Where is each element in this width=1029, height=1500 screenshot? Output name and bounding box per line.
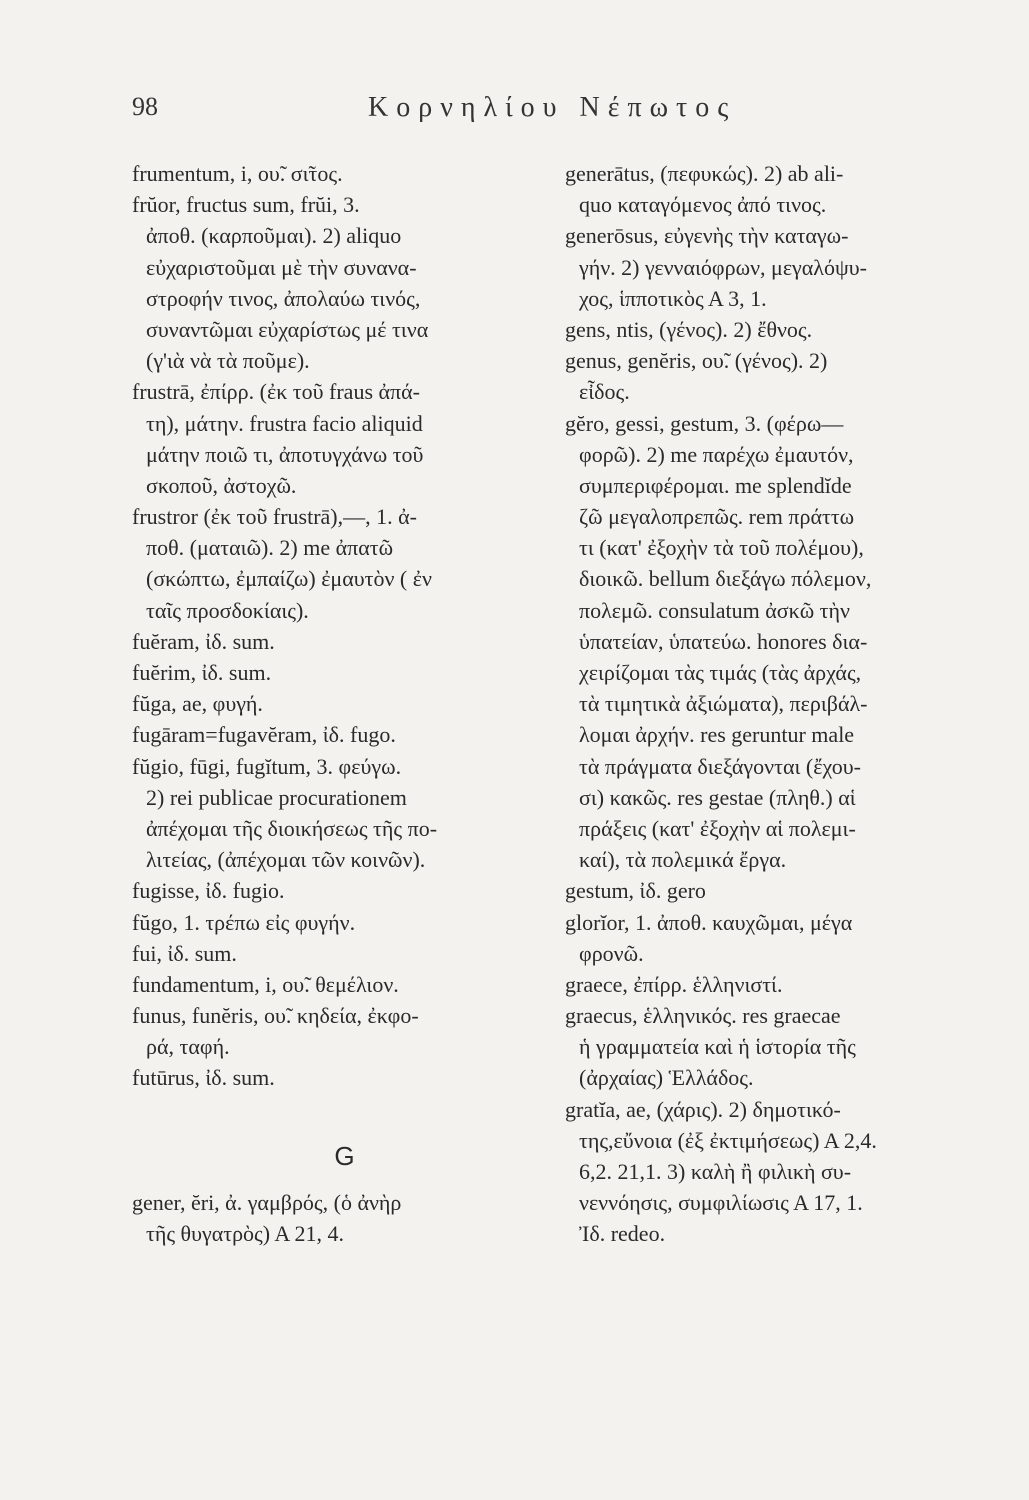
entry-line: λιτείας, (ἀπέχομαι τῶν κοινῶν). xyxy=(146,847,426,873)
entry-line: frumentum, i, ου̃. σι̃τος. xyxy=(132,161,343,186)
entry-line: τὰ πράγματα διεξάγονται (ἔχου- xyxy=(579,753,861,779)
entry-line: gener, ĕri, ἀ. γαμβρός, (ὁ ἀνὴρ xyxy=(132,1189,402,1215)
entry-line: frustrā, ἐπίρρ. (ἐκ τοῦ fraus ἀπά- xyxy=(132,379,420,405)
right-column xyxy=(565,158,995,1250)
entry-line: πολεμῶ. consulatum ἀσκῶ τὴν xyxy=(579,597,850,623)
entry-line: διοικῶ. bellum διεξάγω πόλεμον, xyxy=(579,566,872,592)
entry-line: εἶδος. xyxy=(579,379,630,405)
entry-line: genus, genĕris, ου̃. (γένος). 2) xyxy=(565,348,828,374)
entry-line: (γ'ιὰ νὰ τὰ ποῦμε). xyxy=(146,348,310,374)
entry-line: ταῖς προσδοκίαις). xyxy=(146,597,309,623)
entry-line: futūrus, ἰδ. sum. xyxy=(132,1065,275,1091)
entry-line: τὰ τιμητικὰ ἀξιώματα), περιβάλ- xyxy=(579,691,868,717)
entry-line: 6,2. 21,1. 3) καλὴ ἢ φιλικὴ συ- xyxy=(579,1159,852,1184)
running-title: Κορνηλίου Νέπωτος xyxy=(368,92,737,123)
entry-line: fugisse, ἰδ. fugio. xyxy=(132,878,285,904)
entry-line: φρονῶ. xyxy=(579,940,644,966)
entry-line: ὑπατείαν, ὑπατεύω. honores δια- xyxy=(579,628,868,654)
entry-line: gestum, ἰδ. gero xyxy=(565,878,706,904)
entry-line: ρά, ταφή. xyxy=(146,1034,230,1060)
entry-line: glorĭor, 1. ἀποθ. καυχῶμαι, μέγα xyxy=(565,909,853,935)
entry-line: μάτην ποιῶ τι, ἀποτυγχάνω τοῦ xyxy=(146,441,424,467)
entry-line: (σκώπτω, ἐμπαίζω) ἐμαυτὸν ( ἐν xyxy=(146,566,432,592)
entry-line: quo καταγόμενος ἀπό τινος. xyxy=(579,192,827,218)
entry-line: φορῶ). 2) me παρέχω ἐμαυτόν, xyxy=(579,441,854,467)
entry-line: σι) κακῶς. res gestae (πληθ.) αἱ xyxy=(579,784,856,810)
entry-line: ἀπέχομαι τῆς διοικήσεως τῆς πο- xyxy=(146,815,438,841)
entry-line: χος, ἱπποτικὸς Α 3, 1. xyxy=(579,285,767,311)
entry-line: τη), μάτην. frustra facio aliquid xyxy=(146,410,423,436)
entry-line: χειρίζομαι τὰς τιμάς (τὰς ἀρχάς, xyxy=(579,660,862,685)
entry-line: ποθ. (ματαιῶ). 2) me ἀπατῶ xyxy=(146,535,394,561)
entry-line: (ἀρχαίας) Ἑλλάδος. xyxy=(579,1065,754,1091)
entry-line: συναντῶμαι εὐχαρίστως μέ τινα xyxy=(146,316,429,342)
entry-line: gĕro, gessi, gestum, 3. (φέρω— xyxy=(565,410,844,436)
entry-line: fŭgo, 1. τρέπω εἰς φυγήν. xyxy=(132,909,356,935)
entry-line: καί), τὰ πολεμικά ἔργα. xyxy=(579,847,787,873)
entry-line: frŭor, fructus sum, frŭi, 3. xyxy=(132,192,360,218)
entry-line: fundamentum, i, ου̃. θεμέλιον. xyxy=(132,971,399,997)
entry-line: fŭga, ae, φυγή. xyxy=(132,691,263,717)
entry-line: generōsus, εὐγενὴς τὴν καταγω- xyxy=(565,223,849,249)
entry-line: τι (κατ' ἐξοχὴν τὰ τοῦ πολέμου), xyxy=(579,535,864,561)
entry-line: συμπεριφέρομαι. me splendĭde xyxy=(579,472,852,498)
entry-line: της,εὔνοια (ἐξ ἐκτιμήσεως) Α 2,4. xyxy=(579,1127,877,1153)
entry-line: fugāram=fugavĕram, ἰδ. fugo. xyxy=(132,722,396,748)
entry-line: fŭgio, fūgi, fugĭtum, 3. φεύγω. xyxy=(132,753,402,779)
entry-line: ζῶ μεγαλοπρεπῶς. rem πράττω xyxy=(579,504,855,530)
entry-line: fui, ἰδ. sum. xyxy=(132,940,237,966)
entry-line: νεννόησις, συμφιλίωσις Α 17, 1. xyxy=(579,1190,863,1216)
entry-line: frustror (ἐκ τοῦ frustrā),—, 1. ἀ- xyxy=(132,504,417,530)
entry-line: σκοποῦ, ἀστοχῶ. xyxy=(146,472,297,498)
entry-line: ἡ γραμματεία καὶ ἡ ἱστορία τῆς xyxy=(579,1034,856,1060)
entry-line: fuĕrim, ἰδ. sum. xyxy=(132,660,272,685)
entry-line: 2) rei publicae procurationem xyxy=(146,784,407,810)
entry-line: generātus, (πεφυκώς). 2) ab ali- xyxy=(565,161,844,186)
section-letter: G xyxy=(334,1140,355,1171)
entry-line: πράξεις (κατ' ἐξοχὴν αἱ πολεμι- xyxy=(579,815,856,841)
entry-line: funus, funĕris, ου̃. κηδεία, ἐκφο- xyxy=(132,1003,419,1029)
page-number: 98 xyxy=(132,92,158,121)
entry-line: Ἰδ. redeo. xyxy=(579,1221,666,1247)
entry-line: gratĭa, ae, (χάρις). 2) δημοτικό- xyxy=(565,1096,841,1122)
entry-line: στροφήν τινος, ἀπολαύω τινός, xyxy=(146,285,421,311)
entry-line: εὐχαριστοῦμαι μὲ τὴν συνανα- xyxy=(146,254,417,280)
entry-line: gens, ntis, (γένος). 2) ἔθνος. xyxy=(565,316,813,342)
entry-line: graece, ἐπίρρ. ἑλληνιστί. xyxy=(565,971,783,997)
entry-line: τῆς θυγατρὸς) Α 21, 4. xyxy=(146,1221,345,1246)
entry-line: γήν. 2) γενναιόφρων, μεγαλόψυ- xyxy=(579,254,867,280)
entry-line: graecus, ἑλληνικός. res graecae xyxy=(565,1003,841,1029)
entry-line: ἀποθ. (καρποῦμαι). 2) aliquo xyxy=(146,223,402,249)
entry-line: fuĕram, ἰδ. sum. xyxy=(132,628,275,654)
entry-line: λομαι ἀρχήν. res geruntur male xyxy=(579,722,855,748)
section-spacer xyxy=(132,1094,557,1125)
left-column xyxy=(132,158,557,1249)
